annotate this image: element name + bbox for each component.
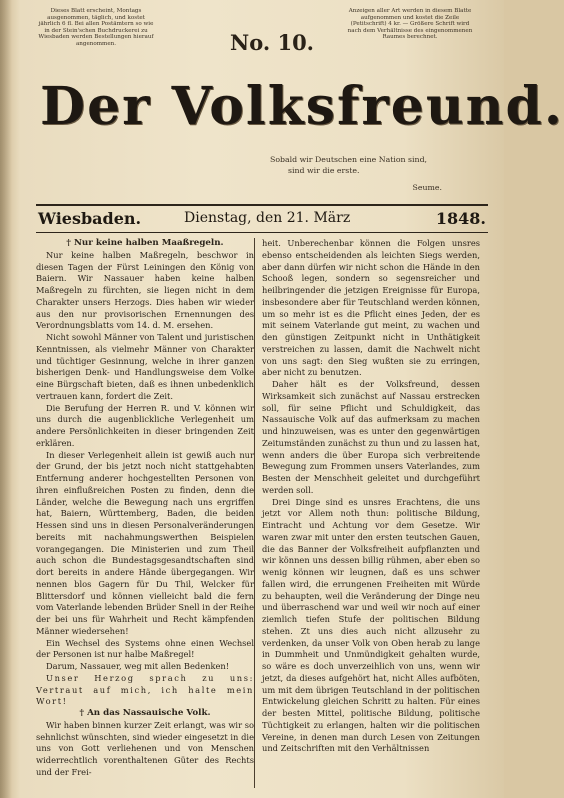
dateline xyxy=(38,209,488,229)
issue-number: No. 10. xyxy=(230,30,314,55)
column-divider xyxy=(254,238,255,788)
dateline-place: Wiesbaden. xyxy=(38,209,142,228)
paragraph: Nur keine halben Maßregeln, beschwor in diesen Tagen der Fürst Leiningen den König von Baiern. Wir Nassauer haben keine halben Maßregeln zu fürchten, sie liegen nicht in dem Charakter unsers Herzogs. Dies haben wir wieder aus den nur provisorischen Ernennungen des Verordnungsblatts vom 14. d. M. ersehen. xyxy=(36,249,254,331)
subscription-notice: Dieses Blatt erscheint, Montags ausgenommen, täglich, und kostet jährlich 6 fl. Bei allen Postämtern so wie in der Stein'schen Buchdruckerei zu Wiesbaden werden Bestellungen hierauf angenommen. xyxy=(38,8,154,47)
paragraph: Wir haben binnen kurzer Zeit erlangt, was wir so sehnlichst wünschten, sind wieder eingesetzt in die uns von Gott verliehenen und von Menschen widerrechtlich vorenthaltenen Güter des Rechts und der Frei- xyxy=(36,719,254,777)
motto-line-1: Sobald wir Deutschen eine Nation sind, xyxy=(270,155,428,164)
paragraph: In dieser Verlegenheit allein ist gewiß auch nur der Grund, der bis jetzt noch nicht stattgehabten Entfernung anderer hochgestellten Personen von ihren einflußreichen Posten zu finden, denn die Länder, welche die Bewegung nach uns ergriffen hat, Baiern, Württemberg, Baden, die beiden Hessen sind uns in diesen Personalveränderungen bereits mit nachahmungswerthen Beispielen vorangegangen. Die Ministerien und zum Theil auch schon die Bundestagsgesandtschaften sind dort bereits in andere Hände übergegangen. Wir nennen blos Gagern für Du Thil, Welcker für Blittersdorf und können vielleicht bald die fern vom Vaterlande lebenden Brüder Snell in der Reihe der bei uns für Wahrheit und Recht kämpfenden Männer wiedersehen! xyxy=(36,449,254,636)
paragraph: Darum, Nassauer, weg mit allen Bedenken! xyxy=(46,661,230,671)
bottom-rule xyxy=(36,232,488,233)
paragraph: Daher hält es der Volksfreund, dessen Wirksamkeit sich zunächst auf Nassau erstrecken soll, für seine Pflicht und Schuldigkeit, das Nassauische Volk auf das aufmerksam zu machen und hinzuweisen, was es unter den gegenwärtigen Zeitumständen zunächst zu thun und zu lassen hat, wenn anders die über Europa sich verbreitende Bewegung zum Frommen unsers Vaterlandes, zum Besten der Menschheit geleitet und durchgeführt werden soll. xyxy=(262,379,480,495)
article-heading: † An das Nassauische Volk. xyxy=(79,708,211,718)
paragraph: Nicht sowohl Männer von Talent und juristischen Kenntnissen, als vielmehr Männer von Charakter und tüchtiger Gesinnung, welche in ihrer ganzen bisherigen Denk- und Handlungsweise dem Volke eine Bürgschaft bieten, daß es ihnen unbedenklich vertrauen kann, fordert die Zeit. xyxy=(36,332,254,401)
column-left xyxy=(36,238,254,779)
motto xyxy=(270,154,480,193)
motto-line-2: sind wir die erste. xyxy=(288,166,360,175)
newspaper-title: Der Volksfreund. xyxy=(40,76,564,137)
paragraph: Ein Wechsel des Systems ohne einen Wechsel der Personen ist nur halbe Maßregel! xyxy=(36,637,254,660)
article-heading: † Nur keine halben Maaßregeln. xyxy=(66,238,224,248)
paragraph: heit. Unberechenbar können die Folgen unsres ebenso entscheidenden als leichten Siegs werden, aber dann dürfen wir nicht schon die Hände in den Schooß legen, sondern so segensreicher und heilbringender die jetzigen Ereignisse für Europa, insbesondere aber für Teutschland werden können, um so mehr ist es die Pflicht eines Jeden, der es mit seinem Vaterlande gut meint, zu wachen und den günstigen Zeitpunkt nicht in Unthätigkeit verstreichen zu lassen, damit die Nachwelt nicht von uns sagt: den Sieg wußten sie zu erringen, aber nicht zu benutzen. xyxy=(262,238,480,378)
motto-author: Seume. xyxy=(412,183,442,192)
advertising-notice: Anzeigen aller Art werden in diesem Blatte aufgenommen und kostet die Zeile (Petitschrift) 4 kr. — Größere Schrift wird nach dem Verhältnisse des eingenommenen Raumes berechnet. xyxy=(347,8,473,41)
dateline-date: Dienstag, den 21. März xyxy=(184,210,351,226)
top-rule xyxy=(36,204,488,206)
binding-shadow xyxy=(0,0,12,798)
column-right xyxy=(262,238,480,755)
paragraph: Die Berufung der Herren R. und V. können wir uns durch die augenblickliche Verlegenheit um andere Persönlichkeiten in dieser bringenden Zeit erklären. xyxy=(36,402,254,448)
paragraph: Drei Dinge sind es unsres Erachtens, die uns jetzt vor Allem noth thun: politische Bildung, Eintracht und Achtung vor dem Gesetze. Wir waren zwar mit unter den ersten teutschen Gauen, die das Banner der Volksfreiheit aufpflanzten und wir können uns dessen billig rühmen, aber eben so wenig können wir leugnen, daß es uns schwer fallen wird, die errungenen Freiheiten mit Würde zu behaupten, weil die Veränderung der Dinge neu und überraschend war und weil wir noch auf einer ziemlich tiefen Stufe der politischen Bildung stehen. Zt uns dies auch nicht allzusehr zu verdenken, da unser Volk von Oben herab zu lange in Dummheit und Unmündigkeit gehalten wurde, so wäre es doch unverzeihlich von uns, wenn wir jetzt, da dieses aufgehört hat, nicht Alles aufböten, um mit dem übrigen Teutschland in der politischen Entwickelung gleichen Schritt zu halten. Für eines der besten Mittel, politische Bildung, politische Tüchtigkeit zu erlangen, halten wir die politischen Vereine, in denen man durch Lesen von Zeitungen und Zeitschriften mit den Verhältnissen xyxy=(262,496,480,754)
paragraph-emphasis: Unser Herzog sprach zu uns: Vertraut auf mich, ich halte mein Wort! xyxy=(36,672,254,707)
dateline-year: 1848. xyxy=(435,209,486,228)
